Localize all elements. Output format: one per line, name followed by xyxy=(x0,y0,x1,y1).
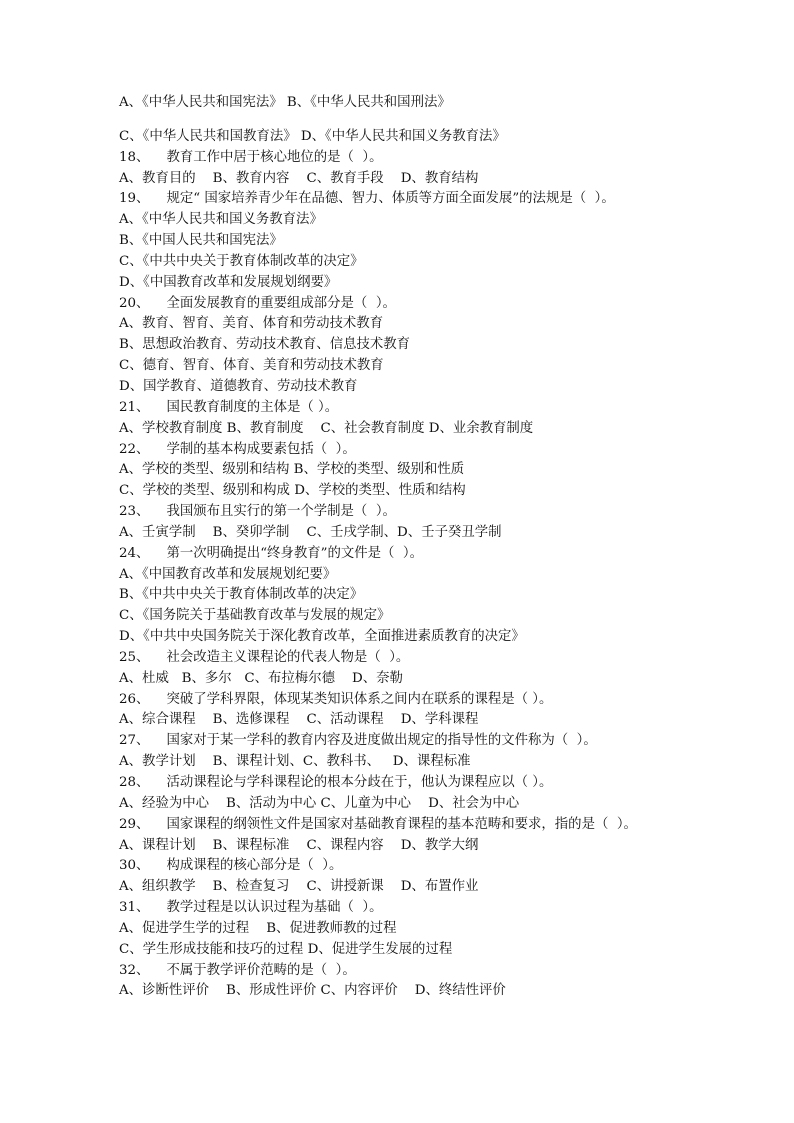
question-19: 19、 规定“ 国家培养青少年在品德、智力、体质等方面全面发展”的法规是（ ）。 xyxy=(119,191,615,207)
answer-options-line: A、教育目的 B、教育内容 C、教育手段 D、教育结构 xyxy=(119,170,479,186)
answer-options-line: A、组织教学 B、检查复习 C、讲授新课 D、布置作业 xyxy=(119,879,479,895)
question-20: 20、 全面发展教育的重要组成部分是（ ）。 xyxy=(119,295,396,311)
answer-option: B、思想政治教育、劳动技术教育、信息技术教育 xyxy=(119,337,411,353)
answer-options-line: C、《中华人民共和国教育法》 D、《中华人民共和国义务教育法》 xyxy=(119,128,506,144)
answer-options-line: A、壬寅学制 B、癸卯学制 C、壬戌学制、D、壬子癸丑学制 xyxy=(119,524,502,540)
question-23: 23、 我国颁布且实行的第一个学制是（ ）。 xyxy=(119,504,396,520)
answer-options-line: A、促进学生学的过程 B、促进教师教的过程 xyxy=(119,920,397,936)
answer-options-line: A、学校的类型、级别和结构 B、学校的类型、级别和性质 xyxy=(119,462,465,478)
answer-options-line: C、学生形成技能和技巧的过程 D、促进学生发展的过程 xyxy=(119,941,453,957)
answer-options-line: A、教学计划 B、课程计划、C、教科书、 D、课程标准 xyxy=(119,754,471,770)
question-22: 22、 学制的基本构成要素包括（ ）。 xyxy=(119,441,356,457)
answer-option: A、《中华人民共和国义务教育法》 xyxy=(119,212,323,228)
answer-options-line: A、《中华人民共和国宪法》 B、《中华人民共和国刑法》 xyxy=(119,95,451,110)
answer-option: D、《中国教育改革和发展规划纲要》 xyxy=(119,274,338,290)
answer-options-line: A、诊断性评价 B、形成性评价 C、内容评价 D、终结性评价 xyxy=(119,983,506,999)
answer-option: A、《中国教育改革和发展规划纪要》 xyxy=(119,566,337,582)
question-text-block xyxy=(119,93,699,1002)
paragraph-gap xyxy=(119,114,699,127)
question-26: 26、 突破了学科界限，体现某类知识体系之间内在联系的课程是（ ）。 xyxy=(119,691,553,707)
answer-option: D、国学教育、道德教育、劳动技术教育 xyxy=(119,378,358,394)
answer-options-line: A、学校教育制度 B、教育制度 C、社会教育制度 D、业余教育制度 xyxy=(119,420,534,436)
question-28: 28、 活动课程论与学科课程论的根本分歧在于，他认为课程应以（ ）。 xyxy=(119,775,553,790)
question-25: 25、 社会改造主义课程论的代表人物是（ ）。 xyxy=(119,649,410,665)
answer-option: C、《国务院关于基础教育改革与发展的规定》 xyxy=(119,608,391,624)
question-32: 32、 不属于教学评价范畴的是（ ）。 xyxy=(119,962,356,978)
answer-options-line: A、综合课程 B、选修课程 C、活动课程 D、学科课程 xyxy=(119,712,479,728)
question-30: 30、 构成课程的核心部分是（ ）。 xyxy=(119,858,343,874)
answer-options-line: C、学校的类型、级别和构成 D、学校的类型、性质和结构 xyxy=(119,483,466,499)
question-27: 27、 国家对于某一学科的教育内容及进度做出规定的指导性的文件称为（ ）。 xyxy=(119,733,597,749)
answer-option: C、《中共中央关于教育体制改革的决定》 xyxy=(119,253,364,269)
question-21: 21、 国民教育制度的主体是（ ）。 xyxy=(119,399,339,415)
answer-option: C、德育、智育、体育、美育和劳动技术教育 xyxy=(119,358,384,374)
answer-option: A、教育、智育、美育、体育和劳动技术教育 xyxy=(119,316,384,332)
question-31: 31、 教学过程是以认识过程为基础（ ）。 xyxy=(119,900,383,916)
question-24: 24、 第一次明确提出“终身教育”的文件是（ ）。 xyxy=(119,545,423,561)
question-29: 29、 国家课程的纲领性文件是国家对基础教育课程的基本范畴和要求，指的是（ ）。 xyxy=(119,816,637,832)
answer-option: B、《中共中央关于教育体制改革的决定》 xyxy=(119,587,364,603)
question-18: 18、 教育工作中居于核心地位的是（ ）。 xyxy=(119,149,383,165)
answer-option: B、《中国人民共和国宪法》 xyxy=(119,233,283,249)
answer-options-line: A、经验为中心 B、活动为中心 C、儿童为中心 D、社会为中心 xyxy=(119,795,520,811)
answer-options-line: A、杜威 B、多尔 C、布拉梅尔德 D、奈勒 xyxy=(119,670,403,686)
answer-options-line: A、课程计划 B、课程标准 C、课程内容 D、教学大纲 xyxy=(119,837,479,853)
answer-option: D、《中共中央国务院关于深化教育改革，全面推进素质教育的决定》 xyxy=(119,629,525,645)
